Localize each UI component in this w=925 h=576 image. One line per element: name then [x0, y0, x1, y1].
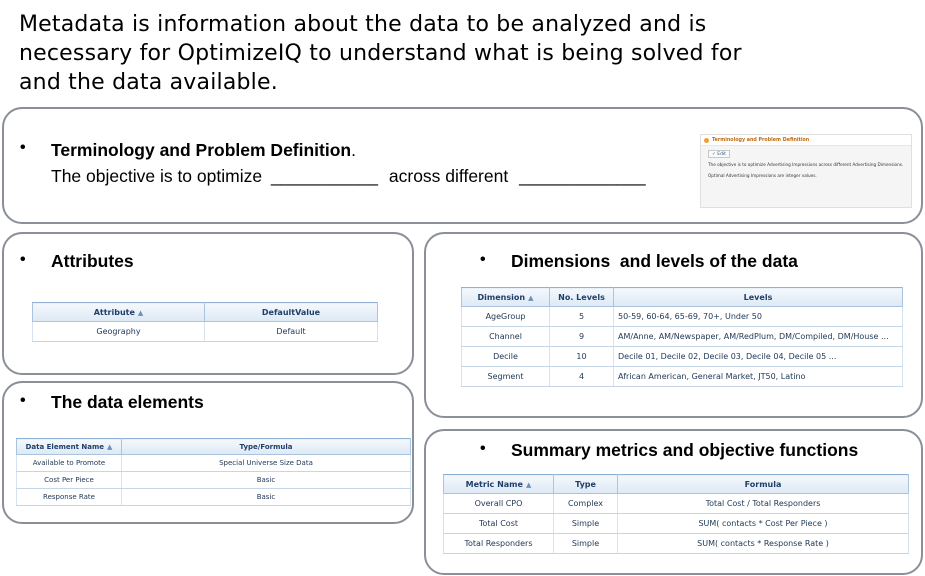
- summary-cell: Simple: [554, 514, 618, 534]
- dimensions-cell: 4: [550, 367, 614, 387]
- table-row[interactable]: [17, 489, 411, 506]
- mini-status-icon: [704, 138, 709, 143]
- table-row[interactable]: [462, 347, 903, 367]
- dimensions-cell: 50-59, 60-64, 65-69, 70+, Under 50: [614, 307, 903, 327]
- summary-title: Summary metrics and objective functions: [511, 440, 859, 460]
- summary-col-type[interactable]: Type: [554, 475, 618, 494]
- mini-text-line-1: The objective is to optimize Advertising Impressions across different Advertising Dimensions.: [708, 162, 904, 167]
- data-elements-cell: Special Universe Size Data: [122, 455, 411, 472]
- dimensions-table: [461, 287, 903, 387]
- data-elements-cell: Cost Per Piece: [17, 472, 122, 489]
- data-elements-table: [16, 438, 411, 506]
- dimensions-cell: Decile: [462, 347, 550, 367]
- data-elements-col-type-formula[interactable]: Type/Formula: [122, 439, 411, 455]
- sort-ascending-icon[interactable]: ▲: [525, 480, 532, 489]
- summary-cell: Total Cost: [444, 514, 554, 534]
- data-elements-title: The data elements: [51, 392, 204, 412]
- summary-cell: SUM( contacts * Cost Per Piece ): [618, 514, 909, 534]
- mini-edit-button[interactable]: ✓ Edit: [708, 150, 730, 158]
- dimensions-cell: African American, General Market, JT50, Latino: [614, 367, 903, 387]
- attributes-cell: Geography: [33, 322, 205, 342]
- terminology-bullet: •: [20, 139, 26, 156]
- headline-line-2: necessary for OptimizeIQ to understand what is being solved for: [19, 41, 742, 66]
- summary-cell: Simple: [554, 534, 618, 554]
- dimensions-title: Dimensions and levels of the data: [511, 251, 798, 271]
- summary-col-formula[interactable]: Formula: [618, 475, 909, 494]
- summary-cell: Overall CPO: [444, 494, 554, 514]
- data-elements-cell: Available to Promote: [17, 455, 122, 472]
- table-row[interactable]: [444, 514, 909, 534]
- summary-bullet: •: [480, 440, 486, 457]
- dimensions-cell: Decile 01, Decile 02, Decile 03, Decile 04, Decile 05 ...: [614, 347, 903, 367]
- mini-header: [701, 135, 911, 146]
- dimensions-col-no-levels[interactable]: No. Levels: [550, 288, 614, 307]
- table-row[interactable]: [462, 367, 903, 387]
- dimensions-cell: 9: [550, 327, 614, 347]
- attributes-title: Attributes: [51, 251, 134, 271]
- data-elements-cell: Basic: [122, 489, 411, 506]
- summary-table: [443, 474, 909, 554]
- sort-ascending-icon[interactable]: ▲: [107, 442, 113, 451]
- dimensions-cell: AgeGroup: [462, 307, 550, 327]
- objective-blank-1: ___________: [270, 166, 379, 186]
- mini-header-text: Terminology and Problem Definition: [712, 137, 810, 143]
- summary-panel: [424, 429, 923, 575]
- summary-cell: Total Responders: [444, 534, 554, 554]
- headline-line-3: and the data available.: [19, 70, 278, 95]
- table-row[interactable]: [17, 472, 411, 489]
- table-row[interactable]: [444, 534, 909, 554]
- mini-text-line-2: Optimal Advertising Impressions are integer values.: [708, 173, 817, 178]
- summary-cell: SUM( contacts * Response Rate ): [618, 534, 909, 554]
- dimensions-cell: 10: [550, 347, 614, 367]
- headline-line-1: Metadata is information about the data to be analyzed and is: [19, 12, 707, 37]
- dimensions-cell: AM/Anne, AM/Newspaper, AM/RedPlum, DM/Compiled, DM/House ...: [614, 327, 903, 347]
- sort-ascending-icon[interactable]: ▲: [528, 293, 534, 302]
- dimensions-col-levels[interactable]: Levels: [614, 288, 903, 307]
- summary-cell: Total Cost / Total Responders: [618, 494, 909, 514]
- attributes-bullet: •: [20, 251, 26, 268]
- dimensions-col-dimension[interactable]: Dimension ▲: [462, 288, 550, 307]
- summary-col-metric-name[interactable]: Metric Name ▲: [444, 475, 554, 494]
- terminology-mini-screenshot: [700, 134, 912, 208]
- attributes-cell: Default: [205, 322, 378, 342]
- objective-prefix: The objective is to optimize: [51, 166, 263, 186]
- data-elements-cell: Response Rate: [17, 489, 122, 506]
- dimensions-bullet: •: [480, 251, 486, 268]
- sort-ascending-icon[interactable]: ▲: [137, 308, 144, 317]
- objective-blank-2: _____________: [519, 166, 646, 186]
- table-row[interactable]: [33, 322, 378, 342]
- attributes-table: [32, 302, 378, 342]
- dimensions-cell: Channel: [462, 327, 550, 347]
- attributes-col-defaultvalue[interactable]: DefaultValue: [205, 303, 378, 322]
- table-row[interactable]: [444, 494, 909, 514]
- table-row[interactable]: [462, 327, 903, 347]
- dimensions-cell: 5: [550, 307, 614, 327]
- headline: [19, 10, 819, 97]
- data-elements-cell: Basic: [122, 472, 411, 489]
- dimensions-panel: [424, 232, 923, 418]
- attributes-panel: [2, 232, 414, 375]
- data-elements-panel: [2, 381, 414, 524]
- objective-middle: across different: [388, 166, 509, 186]
- terminology-title-text: Terminology and Problem Definition: [51, 140, 352, 160]
- objective-sentence: [51, 166, 646, 187]
- data-elements-bullet: •: [20, 392, 26, 409]
- summary-cell: Complex: [554, 494, 618, 514]
- table-row[interactable]: [462, 307, 903, 327]
- terminology-title: [51, 140, 356, 161]
- terminology-title-suffix: .: [351, 140, 356, 160]
- dimensions-cell: Segment: [462, 367, 550, 387]
- attributes-col-attribute[interactable]: Attribute ▲: [33, 303, 205, 322]
- table-row[interactable]: [17, 455, 411, 472]
- data-elements-col-name[interactable]: Data Element Name ▲: [17, 439, 122, 455]
